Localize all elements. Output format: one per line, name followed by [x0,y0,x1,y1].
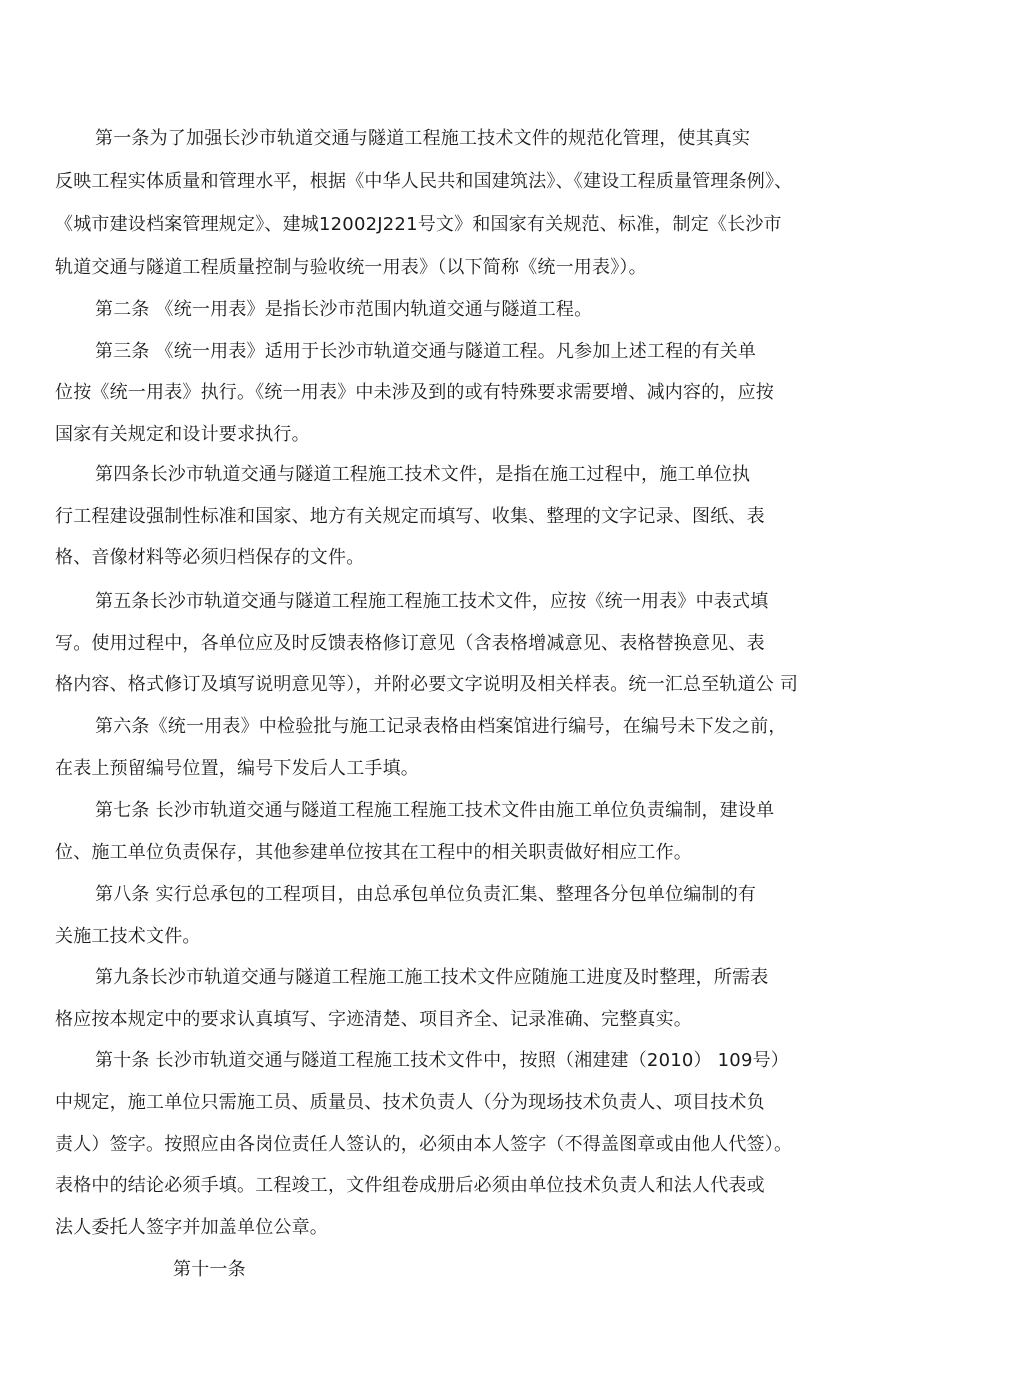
article-8-line-1: 第八条 实行总承包的工程项目，由总承包单位负责汇集、整理各分包单位编制的有 [95,884,757,905]
article-10-line-1: 第十条 长沙市轨道交通与隧道工程施工技术文件中，按照（湘建建（2010） 109号） [95,1050,790,1071]
article-11-heading: 第十一条 [173,1259,246,1280]
article-6-line-2: 在表上预留编号位置，编号下发后人工手填。 [55,758,419,779]
article-3-line-2: 位按《统一用表》执行。《统一用表》中未涉及到的或有特殊要求需要增、减内容的，应按 [55,382,774,403]
article-4-line-3: 格、音像材料等必须归档保存的文件。 [55,547,365,568]
article-1-line-2: 反映工程实体质量和管理水平，根据《中华人民共和国建筑法》、《建设工程质量管理条例》、 [55,171,793,192]
article-3-line-1: 第三条 《统一用表》适用于长沙市轨道交通与隧道工程。凡参加上述工程的有关单 [95,341,757,362]
article-7-line-1: 第七条 长沙市轨道交通与隧道工程施工程施工技术文件由施工单位负责编制，建设单 [95,800,775,821]
article-7-line-2: 位、施工单位负责保存，其他参建单位按其在工程中的相关职责做好相应工作。 [55,842,692,863]
article-6-line-1: 第六条《统一用表》中检验批与施工记录表格由档案馆进行编号，在编号未下发之前， [95,716,787,737]
article-4-line-1: 第四条长沙市轨道交通与隧道工程施工技术文件，是指在施工过程中，施工单位执 [95,464,751,485]
article-5-line-1: 第五条长沙市轨道交通与隧道工程施工程施工技术文件，应按《统一用表》中表式填 [95,591,769,612]
article-10-line-3: 责人）签字。按照应由各岗位责任人签认的，必须由本人签字（不得盖图章或由他人代签）。 [55,1134,793,1155]
article-1-line-1: 第一条为了加强长沙市轨道交通与隧道工程施工技术文件的规范化管理，使其真实 [95,128,751,149]
article-5-line-3: 格内容、格式修订及填写说明意见等），并附必要文字说明及相关样表。统一汇总至轨道公 司 [55,674,799,695]
article-2-line-1: 第二条 《统一用表》是指长沙市范围内轨道交通与隧道工程。 [95,299,593,320]
article-3-line-3: 国家有关规定和设计要求执行。 [55,424,310,445]
article-9-line-1: 第九条长沙市轨道交通与隧道工程施工施工技术文件应随施工进度及时整理，所需表 [95,967,769,988]
article-10-line-2: 中规定，施工单位只需施工员、质量员、技术负责人（分为现场技术负责人、项目技术负 [55,1092,765,1113]
article-1-line-3: 《城市建设档案管理规定》、建城12002J221号文》和国家有关规范、标准，制定《长沙市 [55,214,782,235]
article-8-line-2: 关施工技术文件。 [55,926,201,947]
article-4-line-2: 行工程建设强制性标准和国家、地方有关规定而填写、收集、整理的文字记录、图纸、表 [55,506,765,527]
article-5-line-2: 写。使用过程中，各单位应及时反馈表格修订意见（含表格增减意见、表格替换意见、表 [55,633,765,654]
article-9-line-2: 格应按本规定中的要求认真填写、字迹清楚、项目齐全、记录准确、完整真实。 [55,1009,692,1030]
article-10-line-4: 表格中的结论必须手填。工程竣工，文件组卷成册后必须由单位技术负责人和法人代表或 [55,1175,765,1196]
article-10-line-5: 法人委托人签字并加盖单位公章。 [55,1217,328,1238]
article-1-line-4: 轨道交通与隧道工程质量控制与验收统一用表》（以下简称《统一用表》）。 [55,257,647,278]
